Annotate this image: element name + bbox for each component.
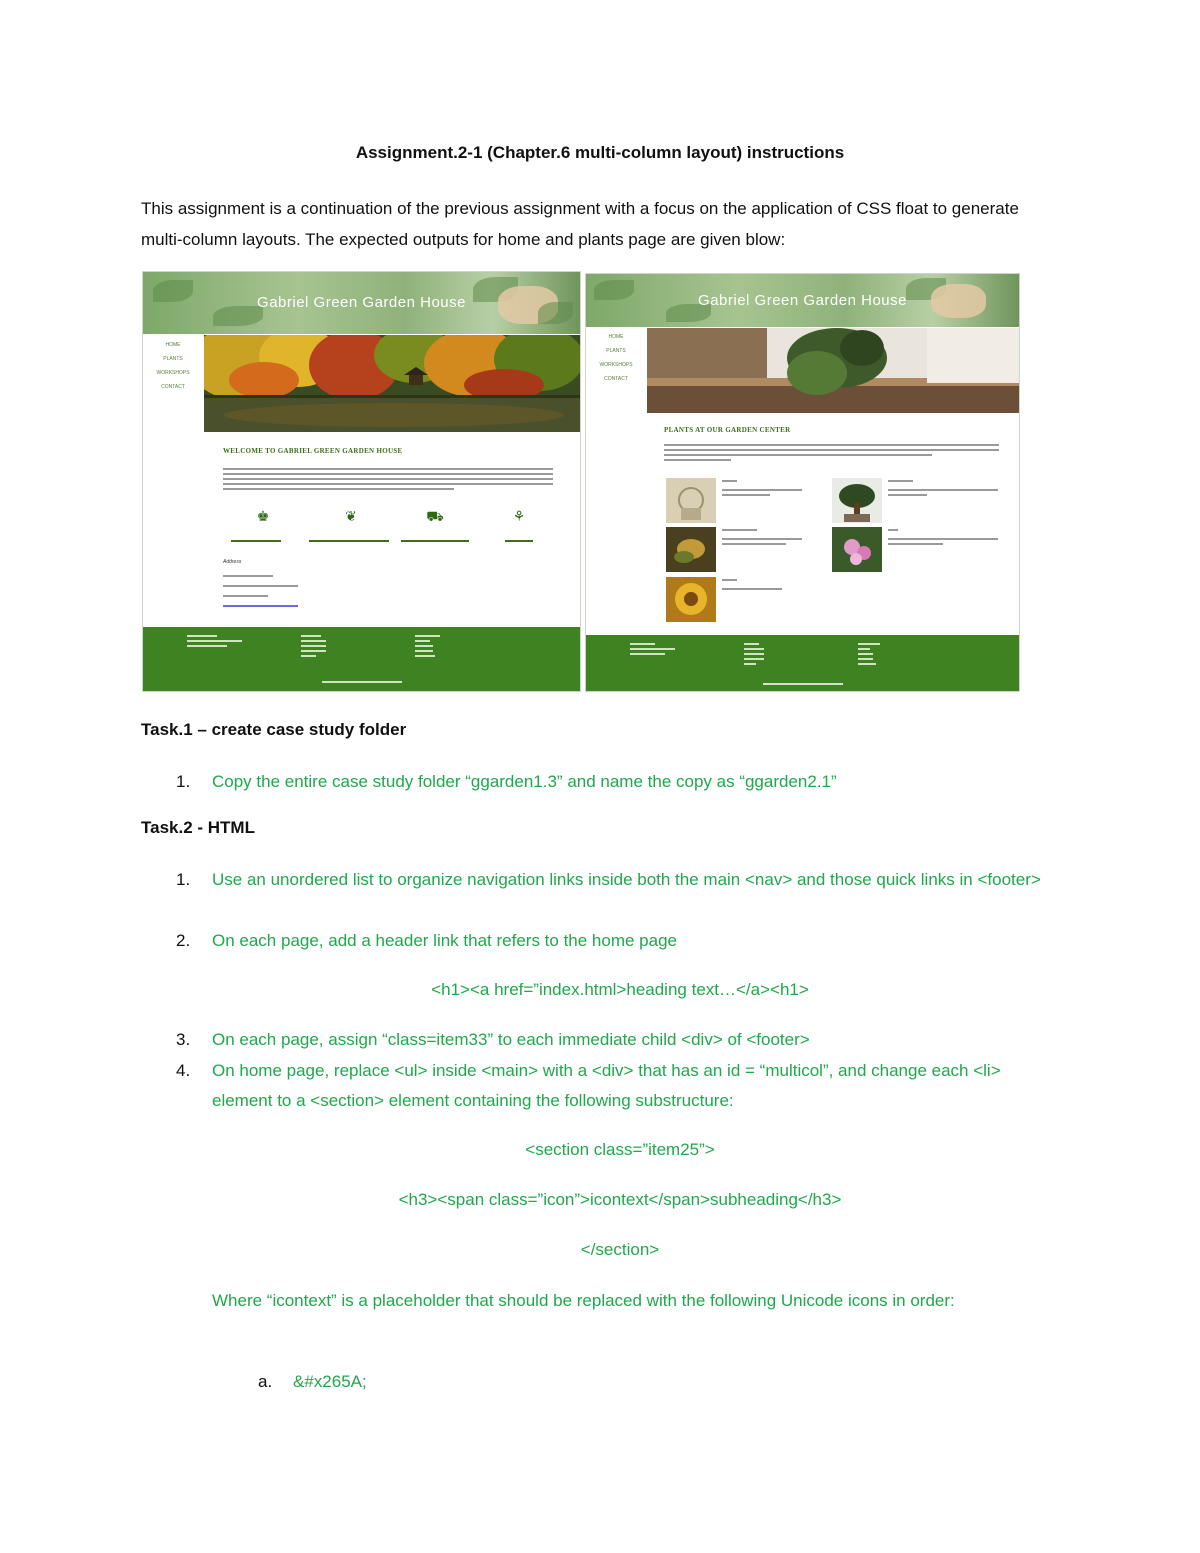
code-section-close: </section> xyxy=(580,1240,660,1259)
site-header-banner xyxy=(143,272,580,334)
truck-icon: ⛟ xyxy=(426,508,444,524)
flower-icon: ⚘ xyxy=(512,508,526,524)
site-title: Gabriel Green Garden House xyxy=(257,294,466,311)
plant-thumbnail xyxy=(666,577,716,622)
welcome-text-lines xyxy=(223,468,553,493)
crown-icon: ♚ xyxy=(256,508,270,524)
item-number: 1. xyxy=(176,870,191,889)
site-footer xyxy=(586,635,1019,691)
home-heading: WELCOME TO GABRIEL GREEN GARDEN HOUSE xyxy=(223,447,403,455)
intro-paragraph: This assignment is a continuation of the previous assignment with a focus on the application of CSS float to generate multi-column layouts. The expected outputs for home and plants page are given blow: xyxy=(141,199,1019,249)
plant-desc-lines xyxy=(888,480,998,499)
plant-desc-lines xyxy=(722,480,802,499)
plants-intro-lines xyxy=(664,444,999,464)
icon-caption xyxy=(505,540,533,542)
nav-item: WORKSHOPS xyxy=(599,362,633,368)
nav-item: HOME xyxy=(165,342,181,348)
item-number: 1. xyxy=(176,772,191,791)
task2-item xyxy=(176,865,1046,925)
nav-item: CONTACT xyxy=(604,376,628,382)
item-text: On home page, replace <ul> inside <main> with a <div> that has an id = “multicol”, and change each <li> element to a <section> element containing the following substructure: xyxy=(212,1061,1001,1110)
code-h1-example: <h1><a href=”index.html>heading text…</a><h1> xyxy=(431,980,809,999)
code-h3-example: <h3><span class=”icon”>icontext</span>subheading</h3> xyxy=(398,1190,842,1209)
task2-item xyxy=(176,1025,1046,1055)
potted-plant-photo xyxy=(647,328,1019,413)
item-text: On each page, add a header link that refers to the home page xyxy=(212,931,677,950)
sub-item-text: &#x265A; xyxy=(293,1372,367,1391)
sub-item-letter: a. xyxy=(258,1372,273,1391)
plants-page-screenshot xyxy=(585,273,1020,692)
document-title: Assignment.2-1 (Chapter.6 multi-column layout) instructions xyxy=(355,143,845,162)
site-nav xyxy=(143,342,203,398)
item-number: 3. xyxy=(176,1030,191,1049)
item-text: Copy the entire case study folder “ggarden1.3” and name the copy as “ggarden2.1” xyxy=(212,772,837,791)
plant-thumbnail xyxy=(832,478,882,523)
item-text: Use an unordered list to organize navigation links inside both the main <nav> and those quick links in <footer> xyxy=(212,870,1041,889)
address-label: Address xyxy=(223,559,242,565)
nav-item: PLANTS xyxy=(163,356,183,362)
nav-item: CONTACT xyxy=(161,384,185,390)
task1-item xyxy=(176,767,1046,797)
plant-desc-lines xyxy=(722,579,802,593)
nav-item: WORKSHOPS xyxy=(156,370,190,376)
item-number: 4. xyxy=(176,1061,191,1080)
icon-caption xyxy=(401,540,469,542)
task2-item xyxy=(176,1056,1046,1116)
item-text: On each page, assign “class=item33” to each immediate child <div> of <footer> xyxy=(212,1030,810,1049)
nav-item: PLANTS xyxy=(606,348,626,354)
floral-heart-icon: ❦ xyxy=(345,508,357,524)
autumn-garden-photo xyxy=(204,335,580,432)
site-footer xyxy=(143,627,580,691)
site-header-banner xyxy=(586,274,1019,327)
task2-item xyxy=(176,926,1046,956)
where-paragraph: Where “icontext” is a placeholder that should be replaced with the following Unicode icons in order: xyxy=(212,1291,955,1310)
address-lines xyxy=(223,575,303,610)
code-section-open: <section class=”item25”> xyxy=(525,1140,715,1159)
task1-heading: Task.1 – create case study folder xyxy=(141,720,407,739)
home-page-screenshot xyxy=(142,271,581,692)
site-nav xyxy=(586,334,646,390)
item-number: 2. xyxy=(176,931,191,950)
task2-heading: Task.2 - HTML xyxy=(141,818,255,837)
icon-caption xyxy=(231,540,281,542)
nav-item: HOME xyxy=(608,334,624,340)
plant-thumbnail xyxy=(666,478,716,523)
plant-thumbnail xyxy=(666,527,716,572)
plant-desc-lines xyxy=(888,529,998,548)
site-title: Gabriel Green Garden House xyxy=(698,292,907,309)
plant-desc-lines xyxy=(722,529,802,548)
plants-heading: PLANTS AT OUR GARDEN CENTER xyxy=(664,426,791,434)
plant-thumbnail xyxy=(832,527,882,572)
icon-caption xyxy=(309,540,389,542)
